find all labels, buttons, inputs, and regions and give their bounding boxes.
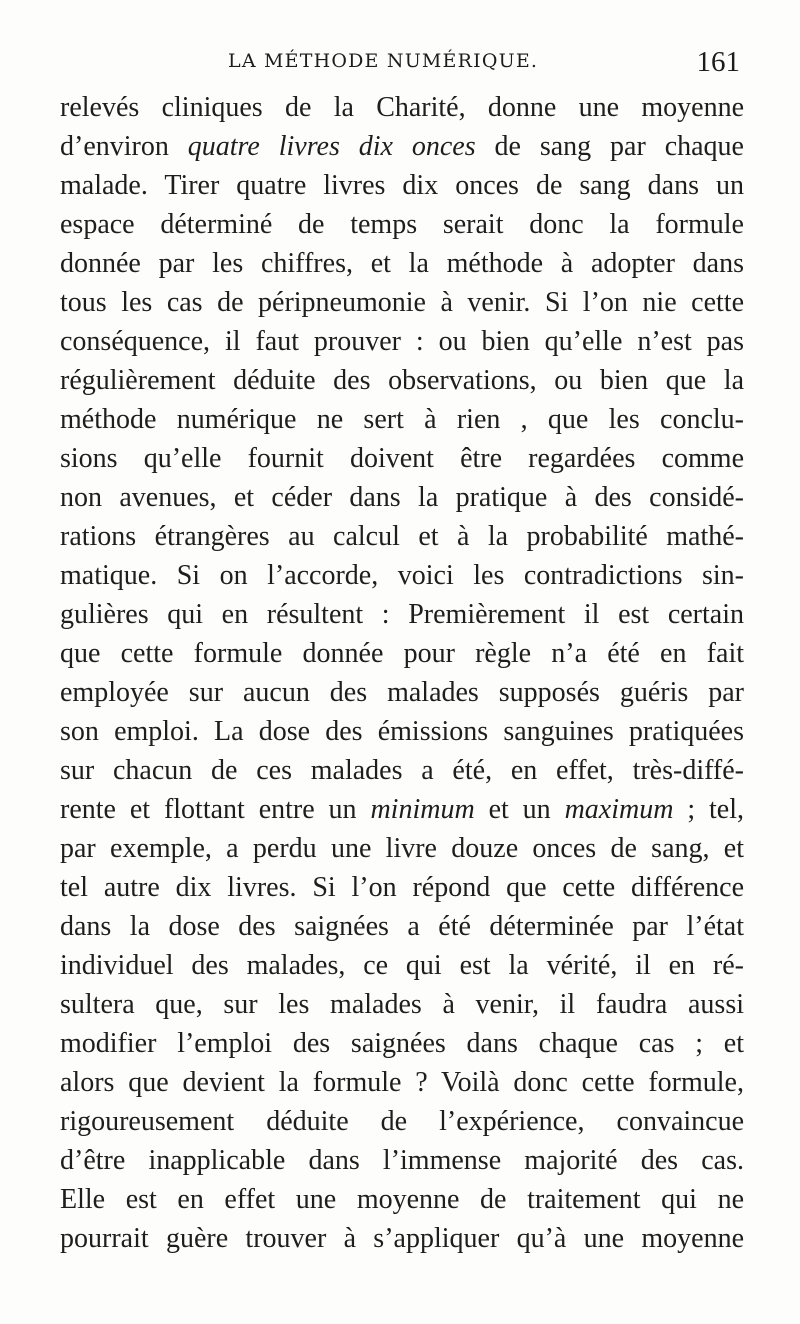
text-segment: d’être inapplicable dans l’immense majorité des cas. bbox=[60, 1145, 744, 1176]
text-segment: de sang par chaque bbox=[475, 131, 744, 162]
running-head bbox=[0, 46, 800, 80]
text-line bbox=[60, 946, 744, 985]
text-line bbox=[60, 244, 744, 283]
text-line bbox=[60, 634, 744, 673]
text-line bbox=[60, 166, 744, 205]
text-segment: tous les cas de péripneumonie à venir. Si l’on nie cette bbox=[60, 287, 744, 318]
text-segment: que cette formule donnée pour règle n’a été en fait bbox=[60, 638, 744, 669]
italic-text-segment: minimum bbox=[370, 794, 475, 825]
text-segment: sultera que, sur les malades à venir, il faudra aussi bbox=[60, 989, 744, 1020]
text-line bbox=[60, 985, 744, 1024]
text-segment: tel autre dix livres. Si l’on répond que cette différence bbox=[60, 872, 744, 903]
text-line bbox=[60, 1102, 744, 1141]
text-line bbox=[60, 1063, 744, 1102]
text-line bbox=[60, 400, 744, 439]
text-line bbox=[60, 322, 744, 361]
text-line bbox=[60, 829, 744, 868]
text-line bbox=[60, 556, 744, 595]
italic-text-segment: maximum bbox=[564, 794, 674, 825]
text-segment: ; tel, bbox=[673, 794, 744, 825]
text-segment: sions qu’elle fournit doivent être regardées comme bbox=[60, 443, 744, 474]
text-line bbox=[60, 712, 744, 751]
text-segment: malade. Tirer quatre livres dix onces de sang dans un bbox=[60, 170, 744, 201]
text-segment: dans la dose des saignées a été déterminée par l’état bbox=[60, 911, 744, 942]
text-segment: employée sur aucun des malades supposés guéris par bbox=[60, 677, 744, 708]
text-segment: relevés cliniques de la Charité, donne une moyenne bbox=[60, 92, 744, 123]
page-number: 161 bbox=[696, 46, 740, 78]
text-line bbox=[60, 790, 744, 829]
text-segment: méthode numérique ne sert à rien , que les conclu- bbox=[60, 404, 744, 435]
text-segment: non avenues, et céder dans la pratique à des considé- bbox=[60, 482, 744, 513]
text-segment: sur chacun de ces malades a été, en effet, très-diffé- bbox=[60, 755, 744, 786]
text-line bbox=[60, 673, 744, 712]
text-segment: gulières qui en résultent : Premièrement il est certain bbox=[60, 599, 744, 630]
text-line bbox=[60, 1219, 744, 1258]
text-segment: et un bbox=[474, 794, 565, 825]
text-line bbox=[60, 1180, 744, 1219]
text-segment: individuel des malades, ce qui est la vérité, il en ré- bbox=[60, 950, 744, 981]
text-segment: conséquence, il faut prouver : ou bien qu’elle n’est pas bbox=[60, 326, 744, 357]
text-segment: par exemple, a perdu une livre douze onces de sang, et bbox=[60, 833, 744, 864]
text-line bbox=[60, 205, 744, 244]
text-line bbox=[60, 751, 744, 790]
text-segment: matique. Si on l’accorde, voici les contradictions sin- bbox=[60, 560, 744, 591]
text-line bbox=[60, 907, 744, 946]
text-line bbox=[60, 517, 744, 556]
text-segment: son emploi. La dose des émissions sanguines pratiquées bbox=[60, 716, 744, 747]
text-segment: donnée par les chiffres, et la méthode à adopter dans bbox=[60, 248, 744, 279]
text-line bbox=[60, 1141, 744, 1180]
text-line bbox=[60, 283, 744, 322]
text-line bbox=[60, 127, 744, 166]
text-segment: espace déterminé de temps serait donc la formule bbox=[60, 209, 744, 240]
text-segment: pourrait guère trouver à s’appliquer qu’à une moyenne bbox=[60, 1223, 744, 1254]
text-line bbox=[60, 595, 744, 634]
text-segment: rente et flottant entre un bbox=[60, 794, 371, 825]
text-segment: d’environ bbox=[60, 131, 188, 162]
text-line bbox=[60, 361, 744, 400]
text-segment: rigoureusement déduite de l’expérience, convaincue bbox=[60, 1106, 744, 1137]
text-segment: régulièrement déduite des observations, ou bien que la bbox=[60, 365, 744, 396]
text-line bbox=[60, 439, 744, 478]
text-line bbox=[60, 1024, 744, 1063]
italic-text-segment: quatre livres dix onces bbox=[187, 131, 476, 162]
running-title: LA MÉTHODE NUMÉRIQUE. bbox=[228, 50, 539, 72]
text-segment: alors que devient la formule ? Voilà donc cette formule, bbox=[60, 1067, 744, 1098]
text-segment: rations étrangères au calcul et à la probabilité mathé- bbox=[60, 521, 744, 552]
body-text bbox=[60, 88, 744, 1258]
text-segment: modifier l’emploi des saignées dans chaque cas ; et bbox=[60, 1028, 744, 1059]
text-segment: Elle est en effet une moyenne de traitement qui ne bbox=[60, 1184, 744, 1215]
text-line bbox=[60, 88, 744, 127]
text-line bbox=[60, 478, 744, 517]
text-line bbox=[60, 868, 744, 907]
